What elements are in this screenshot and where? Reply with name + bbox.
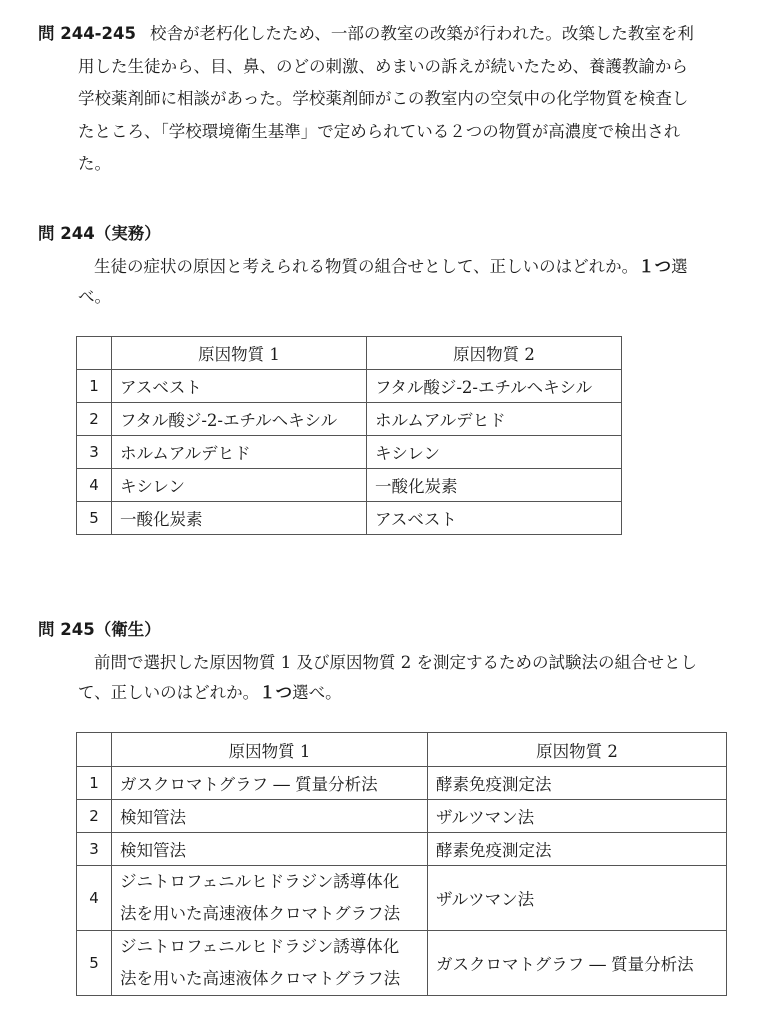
test-method-1: 検知管法 (112, 833, 428, 866)
question-line: 生徒の症状の原因と考えられる物質の組合せとして、正しいのはどれか。１つ選 (94, 257, 688, 276)
question-category: （実務） (94, 224, 161, 243)
question-245-heading (38, 616, 161, 640)
option-number: 2 (77, 403, 112, 436)
option-number: 3 (77, 833, 112, 866)
test-method-2: 酵素免疫測定法 (428, 767, 727, 800)
table-row[interactable] (77, 436, 622, 469)
table-row[interactable] (77, 833, 727, 866)
table-header-cell (77, 337, 112, 370)
table-header-cell: 原因物質 1 (112, 337, 367, 370)
intro-line: 用した生徒から、目、鼻、のどの刺激、めまいの訴えが続いたため、養護教諭から (78, 56, 688, 76)
intro-line: たところ、「学校環境衛生基準」で定められている２つの物質が高濃度で検出され (78, 121, 681, 141)
table-row[interactable] (77, 931, 727, 996)
test-method-2: ガスクロマトグラフ ― 質量分析法 (428, 931, 727, 996)
test-method-1: ジニトロフェニルヒドラジン誘導体化 法を用いた高速液体クロマトグラフ法 (112, 866, 428, 931)
option-number: 1 (77, 767, 112, 800)
table-header-cell: 原因物質 2 (428, 733, 727, 767)
test-method-1: ジニトロフェニルヒドラジン誘導体化 法を用いた高速液体クロマトグラフ法 (112, 931, 428, 996)
table-row[interactable] (77, 403, 622, 436)
option-number: 4 (77, 866, 112, 931)
test-method-1: 検知管法 (112, 800, 428, 833)
question-line: べ。 (78, 287, 111, 306)
cause-substance-2: キシレン (367, 436, 622, 469)
table-row[interactable] (77, 866, 727, 931)
test-method-2: 酵素免疫測定法 (428, 833, 727, 866)
table-header-cell (77, 733, 112, 767)
option-number: 4 (77, 469, 112, 502)
question-number: 問 244-245 (38, 24, 136, 43)
table-row[interactable] (77, 370, 622, 403)
intro-line: 学校薬剤師に相談があった。学校薬剤師がこの教室内の空気中の化学物質を検査し (78, 89, 689, 108)
question-244-text (38, 252, 738, 312)
table-header-row (77, 337, 622, 370)
intro-passage (38, 18, 738, 181)
cause-substance-2: フタル酸ジ-2-エチルヘキシル (367, 370, 622, 403)
question-244-heading (38, 220, 161, 244)
cause-substance-2: アスベスト (367, 502, 622, 535)
cause-substance-2: ホルムアルデヒド (367, 403, 622, 436)
table-row[interactable] (77, 469, 622, 502)
cause-substance-1: ホルムアルデヒド (112, 436, 367, 469)
answer-table-245 (76, 732, 727, 996)
question-245-text (38, 648, 738, 708)
table-row[interactable] (77, 800, 727, 833)
question-number: 問 244 (38, 224, 95, 243)
table-header-row (77, 733, 727, 767)
cause-substance-1: キシレン (112, 469, 367, 502)
question-number: 問 245 (38, 620, 95, 639)
table-header-cell: 原因物質 2 (367, 337, 622, 370)
cause-substance-1: フタル酸ジ-2-エチルヘキシル (112, 403, 367, 436)
cause-substance-2: 一酸化炭素 (367, 469, 622, 502)
test-method-1: ガスクロマトグラフ ― 質量分析法 (112, 767, 428, 800)
cause-substance-1: アスベスト (112, 370, 367, 403)
intro-text: 校舎が老朽化したため、一部の教室の改築が行われた。改築した教室を利 (149, 24, 694, 43)
test-method-2: ザルツマン法 (428, 866, 727, 931)
question-category: （衛生） (94, 620, 161, 639)
table-row[interactable] (77, 502, 622, 535)
option-number: 1 (77, 370, 112, 403)
option-number: 5 (77, 931, 112, 996)
option-number: 2 (77, 800, 112, 833)
question-line: 前問で選択した原因物質 1 及び原因物質 2 を測定するための試験法の組合せとし (94, 653, 697, 672)
table-header-cell: 原因物質 1 (112, 733, 428, 767)
test-method-2: ザルツマン法 (428, 800, 727, 833)
table-row[interactable] (77, 767, 727, 800)
answer-table-244 (76, 336, 622, 535)
question-line: て、正しいのはどれか。１つ選べ。 (78, 683, 342, 702)
intro-line (38, 18, 738, 51)
option-number: 5 (77, 502, 112, 535)
intro-line: た。 (78, 154, 111, 173)
option-number: 3 (77, 436, 112, 469)
cause-substance-1: 一酸化炭素 (112, 502, 367, 535)
